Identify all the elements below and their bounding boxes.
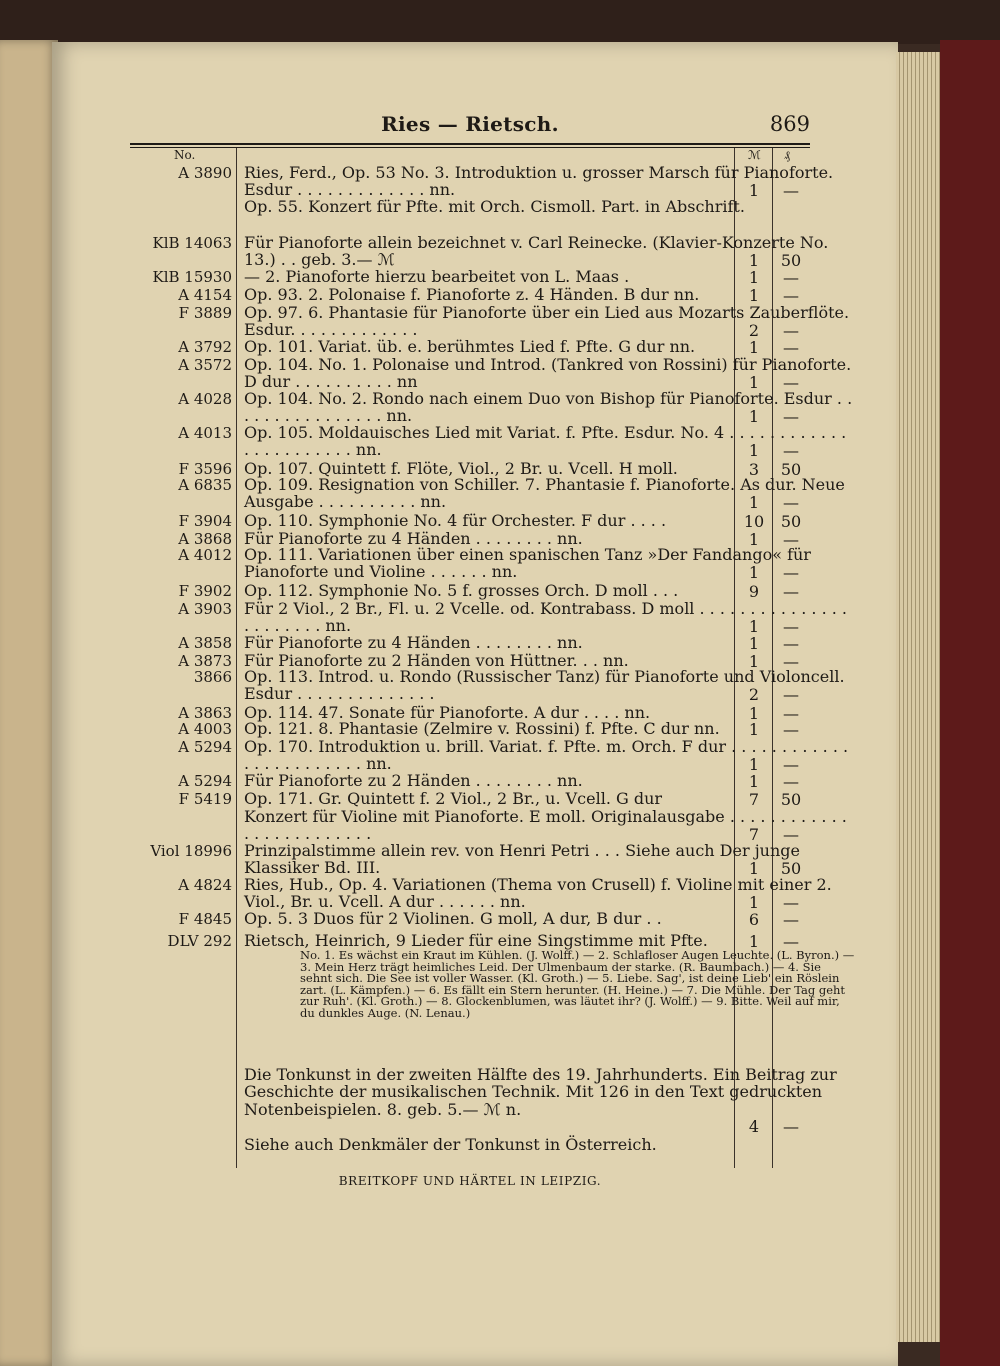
price-pfennig: —: [783, 772, 799, 791]
entry-description: Op. 170. Introduktion u. brill. Variat. f. Pfte. m. Orch. F dur . . . . . . . . . . . . . . . . . . . . . . . . nn.: [244, 737, 849, 774]
price-mark: 1: [748, 373, 760, 392]
entry-number: A 3890: [178, 164, 232, 182]
price-pfennig: —: [783, 825, 799, 844]
catalog-entry: [130, 599, 847, 636]
price-mark: 9: [748, 582, 760, 601]
price-pfennig: 50: [780, 460, 802, 479]
price-pfennig: —: [783, 893, 799, 912]
entry-number: A 3863: [178, 704, 232, 722]
entry-number: F 3904: [178, 512, 232, 530]
entry-number: A 4154: [178, 286, 232, 304]
price-pfennig: —: [783, 338, 799, 357]
catalog-entry: [130, 737, 849, 774]
price-pfennig: —: [783, 441, 799, 460]
price-pfennig: —: [783, 373, 799, 392]
entry-description: Für Pianoforte zu 2 Händen von Hüttner. . . nn.: [244, 651, 629, 670]
price-pfennig: —: [783, 634, 799, 653]
catalog-entry: [130, 790, 810, 807]
price-pfennig: 50: [780, 512, 802, 531]
entry-number: A 4003: [178, 720, 232, 738]
catalog-entry: [130, 233, 829, 270]
entry-number: A 4012: [178, 546, 232, 564]
entry-description: Op. 114. 47. Sonate für Pianoforte. A dur . . . . nn.: [244, 703, 651, 722]
entry-description: Op. 112. Symphonie No. 5 f. grosses Orch. D moll . . .: [244, 581, 679, 600]
entry-description: Op. 93. 2. Polonaise f. Pianoforte z. 4 Händen. B dur nn.: [244, 285, 700, 304]
catalog-entry: [130, 389, 853, 426]
entry-number: KlB 14063: [152, 234, 232, 252]
price-mark: 7: [748, 790, 760, 809]
catalog-entry: [130, 875, 832, 912]
entry-description: Die Tonkunst in der zweiten Hälfte des 19. Jahrhunderts. Ein Beitrag zur Geschichte der musikalischen Technik. Mit 126 in den Text gedruckten Notenbeispielen. 8. geb. 5.— ℳ n.: [244, 1065, 837, 1119]
catalog-entry: [130, 1136, 810, 1170]
entry-number: A 4028: [178, 390, 232, 408]
price-mark: 1: [748, 720, 760, 739]
entry-description: Op. 105. Moldauisches Lied mit Variat. f. Pfte. Esdur. No. 4 . . . . . . . . . . . . . . . . . . . . . . . nn.: [244, 423, 847, 460]
catalog-entry: [130, 286, 810, 303]
entry-number: A 5294: [178, 738, 232, 756]
price-pfennig: —: [783, 720, 799, 739]
price-mark: 6: [748, 910, 760, 929]
entry-number: F 4845: [178, 910, 232, 928]
entry-description: Für Pianoforte zu 2 Händen . . . . . . . . nn.: [244, 771, 583, 790]
price-mark: 1: [748, 407, 760, 426]
entry-description: Für 2 Viol., 2 Br., Fl. u. 2 Vcelle. od. Kontrabass. D moll . . . . . . . . . . . . . . . . . . . . . . . nn.: [244, 599, 847, 636]
catalog-entry: [130, 807, 847, 844]
book-spine-top: [0, 0, 1000, 44]
price-pfennig: —: [783, 704, 799, 723]
catalog-entry: [130, 512, 810, 529]
entry-description: Rietsch, Heinrich, 9 Lieder für eine Singstimme mit Pfte.: [244, 931, 708, 950]
price-pfennig: —: [783, 286, 799, 305]
page-number: 869: [769, 112, 810, 136]
publisher-footer: BREITKOPF UND HÄRTEL IN LEIPZIG.: [338, 1174, 602, 1188]
entry-description: Für Pianoforte zu 4 Händen . . . . . . . . nn.: [244, 633, 583, 652]
entry-description: Op. 171. Gr. Quintett f. 2 Viol., 2 Br., u. Vcell. G dur: [244, 789, 663, 808]
price-mark: 3: [748, 460, 760, 479]
entry-description: Op. 107. Quintett f. Flöte, Viol., 2 Br. u. Vcell. H moll.: [244, 459, 678, 478]
entry-number: A 3903: [178, 600, 232, 618]
entry-number: DLV 292: [167, 932, 232, 950]
price-pfennig: —: [783, 1117, 799, 1136]
price-pfennig: —: [783, 407, 799, 426]
catalog-entry: [130, 338, 810, 355]
price-pfennig: —: [783, 268, 799, 287]
running-header: [130, 108, 810, 144]
entry-description: Op. 111. Variationen über einen spanischen Tanz »Der Fandango« für Pianoforte und Violine . . . . . . nn.: [244, 545, 811, 582]
catalog-entry: [130, 667, 845, 704]
price-mark: 1: [748, 530, 760, 549]
entry-description: Ries, Hub., Op. 4. Variationen (Thema von Crusell) f. Violine mit einer 2. Viol., Br. u. Vcell. A dur . . . . . . nn.: [244, 875, 832, 912]
entry-description: Op. 109. Resignation von Schiller. 7. Phantasie f. Pianoforte. As dur. Neue Ausgabe . . . . . . . . . . nn.: [244, 475, 845, 512]
price-mark: 1: [748, 704, 760, 723]
price-pfennig: —: [783, 755, 799, 774]
price-mark: 1: [748, 181, 760, 200]
column-header-pf: ₰: [784, 148, 790, 162]
entry-number: 3866: [193, 668, 232, 686]
price-pfennig: —: [783, 685, 799, 704]
price-pfennig: —: [783, 530, 799, 549]
price-mark: 2: [748, 321, 760, 340]
left-page-edge: [0, 40, 58, 1366]
price-mark: 1: [748, 251, 760, 270]
price-mark: 1: [748, 932, 760, 951]
price-pfennig: —: [783, 321, 799, 340]
price-pfennig: —: [783, 563, 799, 582]
catalog-entry: [130, 932, 810, 949]
price-mark: 1: [748, 652, 760, 671]
price-mark: 1: [748, 268, 760, 287]
catalog-entry: [130, 303, 850, 340]
price-pfennig: —: [783, 652, 799, 671]
entry-description: Op. 113. Introd. u. Rondo (Russischer Tanz) für Pianoforte und Violoncell. Esdur . . . . . . . . . . . . . .: [244, 667, 845, 704]
entry-number: A 4013: [178, 424, 232, 442]
price-pfennig: —: [783, 910, 799, 929]
catalog-entry: [130, 546, 810, 580]
entry-description: Für Pianoforte allein bezeichnet v. Carl Reinecke. (Klavier-Konzerte No. 13.) . . geb. 3.— ℳ: [244, 233, 829, 270]
price-pfennig: —: [783, 582, 799, 601]
entry-description: Ries, Ferd., Op. 53 No. 3. Introduktion u. grosser Marsch für Pianoforte. Esdur . . . . . . . . . . . . . nn.: [244, 163, 834, 200]
catalog-entry: [130, 842, 810, 876]
column-header-mark: ℳ: [748, 148, 761, 162]
entry-description: Prinzipalstimme allein rev. von Henri Petri . . . Siehe auch Der junge Klassiker Bd. III.: [244, 841, 800, 878]
catalog-entry: [130, 198, 810, 232]
entry-number: A 4824: [178, 876, 232, 894]
price-pfennig: 50: [780, 859, 802, 878]
entry-number: A 3572: [178, 356, 232, 374]
catalog-entry: [130, 163, 834, 200]
price-mark: 4: [748, 1117, 760, 1136]
catalog-entry: [130, 268, 810, 285]
price-mark: 1: [748, 634, 760, 653]
entry-description: Op. 55. Konzert für Pfte. mit Orch. Cismoll. Part. in Abschrift.: [244, 197, 745, 216]
price-pfennig: —: [783, 617, 799, 636]
entry-number: A 6835: [178, 476, 232, 494]
price-pfennig: —: [783, 493, 799, 512]
price-mark: 1: [748, 859, 760, 878]
price-mark: 1: [748, 563, 760, 582]
book-cover: [940, 40, 1000, 1366]
column-header-no: No.: [174, 148, 196, 162]
entry-number: A 3858: [178, 634, 232, 652]
entry-description: Op. 110. Symphonie No. 4 für Orchester. F dur . . . .: [244, 511, 667, 530]
entry-number: F 3889: [178, 304, 232, 322]
price-pfennig: —: [783, 181, 799, 200]
header-rule: [130, 143, 810, 145]
entry-number: A 5294: [178, 772, 232, 790]
entry-description: Op. 121. 8. Phantasie (Zelmire v. Rossini) f. Pfte. C dur nn.: [244, 719, 720, 738]
entry-number: Viol 18996: [150, 842, 232, 860]
catalog-entry: [130, 634, 810, 651]
catalog-entry: [130, 948, 855, 1064]
entry-description: Konzert für Violine mit Pianoforte. E moll. Originalausgabe . . . . . . . . . . . . . . . . . . . . . . . . .: [244, 807, 847, 844]
price-mark: 1: [748, 893, 760, 912]
entry-number: A 3868: [178, 530, 232, 548]
entry-number: A 3873: [178, 652, 232, 670]
entry-description: No. 1. Es wächst ein Kraut im Kühlen. (J. Wolff.) — 2. Schlafloser Augen Leuchte. (L. Byron.) — 3. Mein Herz trägt heimliches Leid. Der Ulmenbaum der starke. (R. Baumbach.) — 4. Sie sehnt sich. Die See ist voller Wasser. (Kl. Groth.) — 5. Liebe. Sag', ist deine Lieb' ein Röslein zart. (L. Kämpfen.) — 6. Es fällt ein Stern herunter. (H. Heine.) — 7. Die Mühle. Der Tag geht zur Ruh'. (Kl. Groth.) — 8. Glockenblumen, was läutet ihr? (J. Wolff.) — 9. Bitte. Weil auf mir, du dunkles Auge. (N. Lenau.): [300, 948, 855, 1020]
price-pfennig: 50: [780, 790, 802, 809]
catalog-entry: [130, 423, 847, 460]
entry-description: — 2. Pianoforte hierzu bearbeitet von L. Maas .: [244, 267, 630, 286]
price-mark: 1: [748, 286, 760, 305]
entry-description: Op. 101. Variat. üb. e. berühmtes Lied f. Pfte. G dur nn.: [244, 337, 696, 356]
entry-description: Op. 97. 6. Phantasie für Pianoforte über ein Lied aus Mozarts Zauberflöte. Esdur. . . . . . . . . . . . .: [244, 303, 850, 340]
entry-description: Für Pianoforte zu 4 Händen . . . . . . . . nn.: [244, 529, 583, 548]
catalog-entry: [130, 475, 845, 512]
price-pfennig: 50: [780, 251, 802, 270]
price-mark: 7: [748, 825, 760, 844]
entry-number: F 3902: [178, 582, 232, 600]
catalog-entry: [130, 1065, 837, 1136]
entry-description: Op. 5. 3 Duos für 2 Violinen. G moll, A dur, B dur . .: [244, 909, 662, 928]
price-mark: 1: [748, 755, 760, 774]
catalog-entry: [130, 772, 810, 789]
page-edges: [896, 52, 940, 1342]
price-pfennig: —: [783, 932, 799, 951]
entry-description: Siehe auch Denkmäler der Tonkunst in Österreich.: [244, 1135, 657, 1154]
header-rule-thin: [130, 147, 810, 148]
catalog-entry: [130, 355, 852, 392]
price-mark: 2: [748, 685, 760, 704]
entry-number: KlB 15930: [152, 268, 232, 286]
price-mark: 10: [743, 512, 765, 531]
entry-number: F 3596: [178, 460, 232, 478]
catalog-entry: [130, 582, 810, 599]
entry-number: A 3792: [178, 338, 232, 356]
page-title: Ries — Rietsch.: [381, 112, 559, 136]
catalog-entry: [130, 910, 810, 927]
price-mark: 1: [748, 772, 760, 791]
price-mark: 1: [748, 338, 760, 357]
entry-description: Op. 104. No. 2. Rondo nach einem Duo von Bishop für Pianoforte. Esdur . . . . . . . . . . . . . . . . nn.: [244, 389, 853, 426]
entry-number: F 5419: [178, 790, 232, 808]
price-mark: 1: [748, 441, 760, 460]
entry-description: Op. 104. No. 1. Polonaise und Introd. (Tankred von Rossini) für Pianoforte. D dur . . . . . . . . . . nn: [244, 355, 852, 392]
price-mark: 1: [748, 493, 760, 512]
catalog-entry: [130, 720, 810, 737]
price-mark: 1: [748, 617, 760, 636]
